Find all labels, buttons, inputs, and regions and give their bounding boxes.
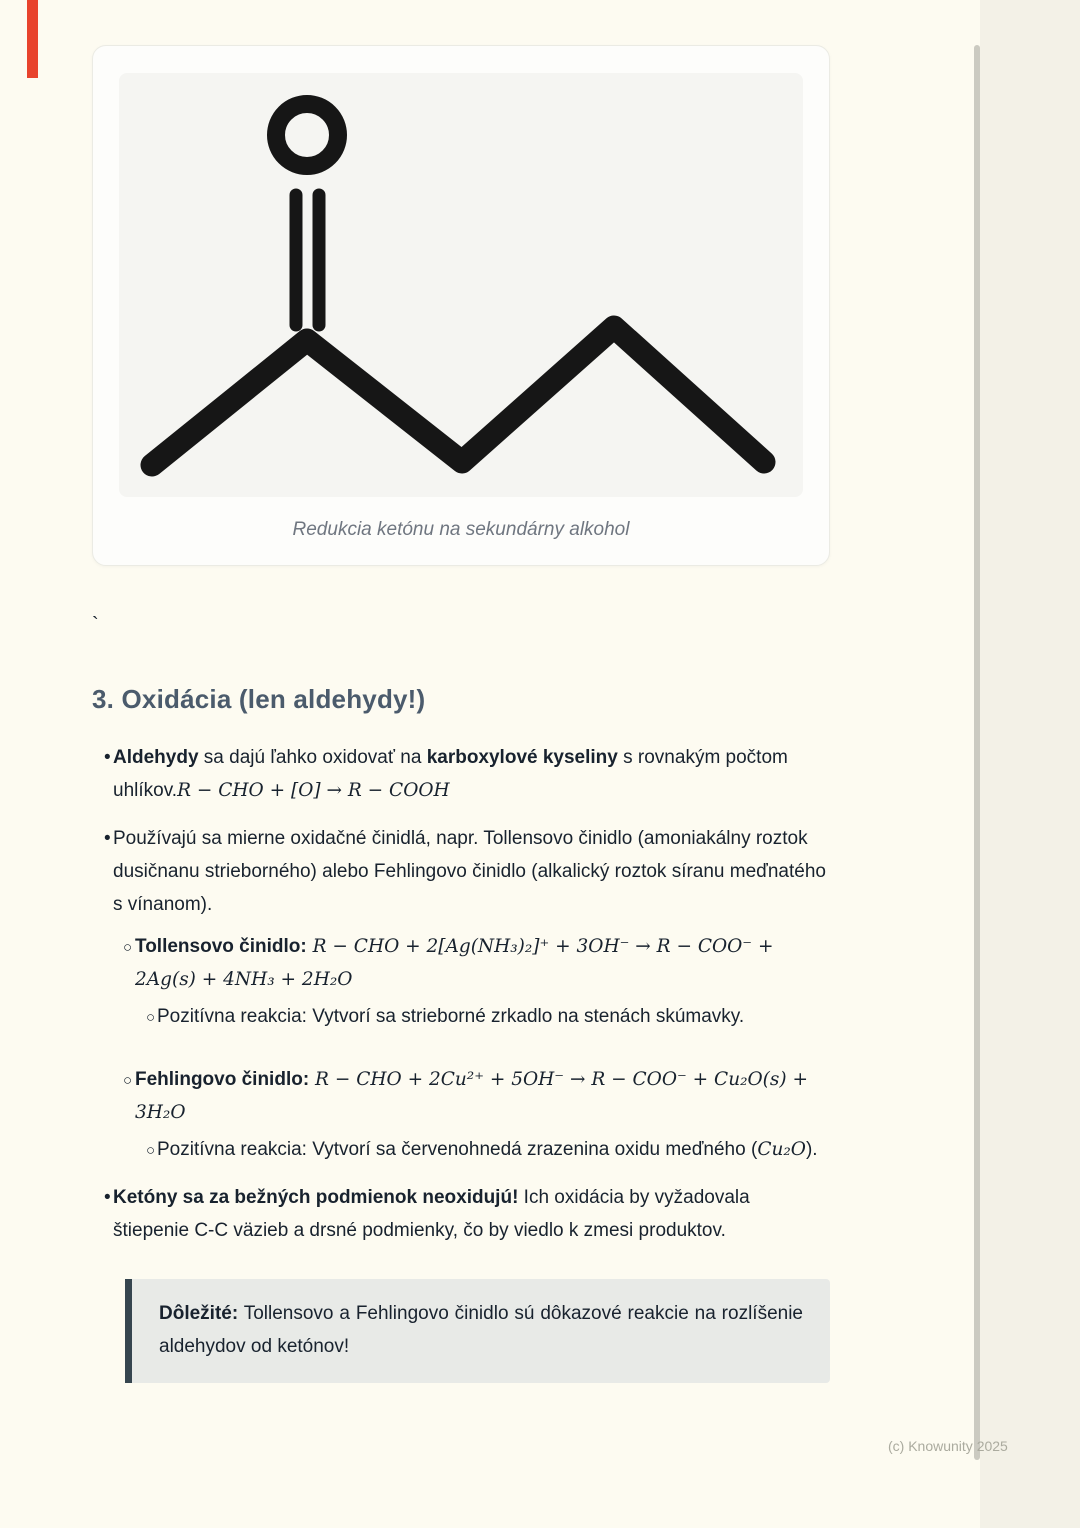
sub-list-item-text [135,1063,830,1166]
circle-bullet-icon: ○ [146,1142,156,1159]
formula-oxidation: R − CHO + [O] → R − COOH [177,780,450,801]
bullet-list [92,741,830,1247]
figure-card [92,45,830,566]
sub-sub-list-item-text: Pozitívna reakcia: Vytvorí sa strieborné zrkadlo na stenách skúmavky. [157,1006,745,1027]
plain-text: ). [805,1139,818,1160]
circle-bullet-icon: ○ [123,1072,133,1089]
page-right-margin [980,0,1080,1528]
accent-strip [27,0,38,78]
sub-sub-list-item [135,1000,830,1033]
list-item-text [113,822,830,1166]
callout-text: Tollensovo a Fehlingovo činidlo sú dôkazové reakcie na rozlíšenie aldehydov od ketónov! [159,1303,803,1357]
sub-sub-list-item [135,1133,830,1166]
formula-cu2o: Cu₂O [757,1139,806,1160]
stray-character: ` [92,614,99,636]
section-heading: 3. Oxidácia (len aldehydy!) [92,684,426,714]
sub-list-item [113,1063,830,1166]
scrollbar[interactable] [974,45,980,1460]
sub-list [113,930,830,1166]
bullet-icon: • [104,1187,111,1208]
ketone-structure-image [119,73,803,497]
list-item [92,741,830,807]
bold-text: Tollensovo činidlo: [135,936,307,957]
formula-tollens: R − CHO + 2[Ag(NH₃)₂]⁺ + 3OH⁻ → R − COO⁻ + 2Ag(s) + 4NH₃ + 2H₂O [135,936,774,990]
bullet-icon: • [104,828,111,849]
figure-caption: Redukcia ketónu na sekundárny alkohol [292,519,630,540]
circle-bullet-icon: ○ [146,1009,156,1026]
ketone-skeletal-structure-icon [119,73,803,497]
list-item [92,822,830,1166]
important-callout [125,1279,830,1383]
document-content [92,0,830,1383]
bold-text: Ketóny sa za bežných podmienok neoxidujú! [113,1187,519,1208]
plain-text: sa dajú ľahko oxidovať na [198,747,427,768]
bold-text: karboxylové kyseliny [426,747,618,768]
sub-list-item-text [135,930,830,1033]
list-item-text [113,1181,830,1247]
list-item [92,1181,830,1247]
plain-text: Ich oxidácia by vyžadovala štiepenie C-C väzieb a drsné podmienky, čo by viedlo k zmesi produktov. [113,1187,750,1241]
bold-text: Aldehydy [113,747,199,768]
bold-text: Fehlingovo činidlo: [135,1069,310,1090]
bullet-icon: • [104,747,111,768]
plain-text: Používajú sa mierne oxidačné činidlá, napr. Tollensovo činidlo (amoniakálny roztok dusičnanu strieborného) alebo Fehlingovo činidlo (alkalický roztok síranu meďnatého s vínanom). [113,828,826,915]
plain-text: s rovnakým počtom uhlíkov. [113,747,788,801]
sub-list-item [113,930,830,1033]
copyright-watermark: (c) Knowunity 2025 [888,1438,1008,1454]
callout-label: Dôležité: [159,1303,239,1324]
formula-fehling: R − CHO + 2Cu²⁺ + 5OH⁻ → R − COO⁻ + Cu₂O(s) + 3H₂O [135,1069,808,1123]
plain-text: Pozitívna reakcia: Vytvorí sa červenohnedá zrazenina oxidu meďného ( [157,1139,758,1160]
sub-sub-list-item-text [157,1133,830,1166]
circle-bullet-icon: ○ [123,939,133,956]
list-item-text [113,741,830,807]
